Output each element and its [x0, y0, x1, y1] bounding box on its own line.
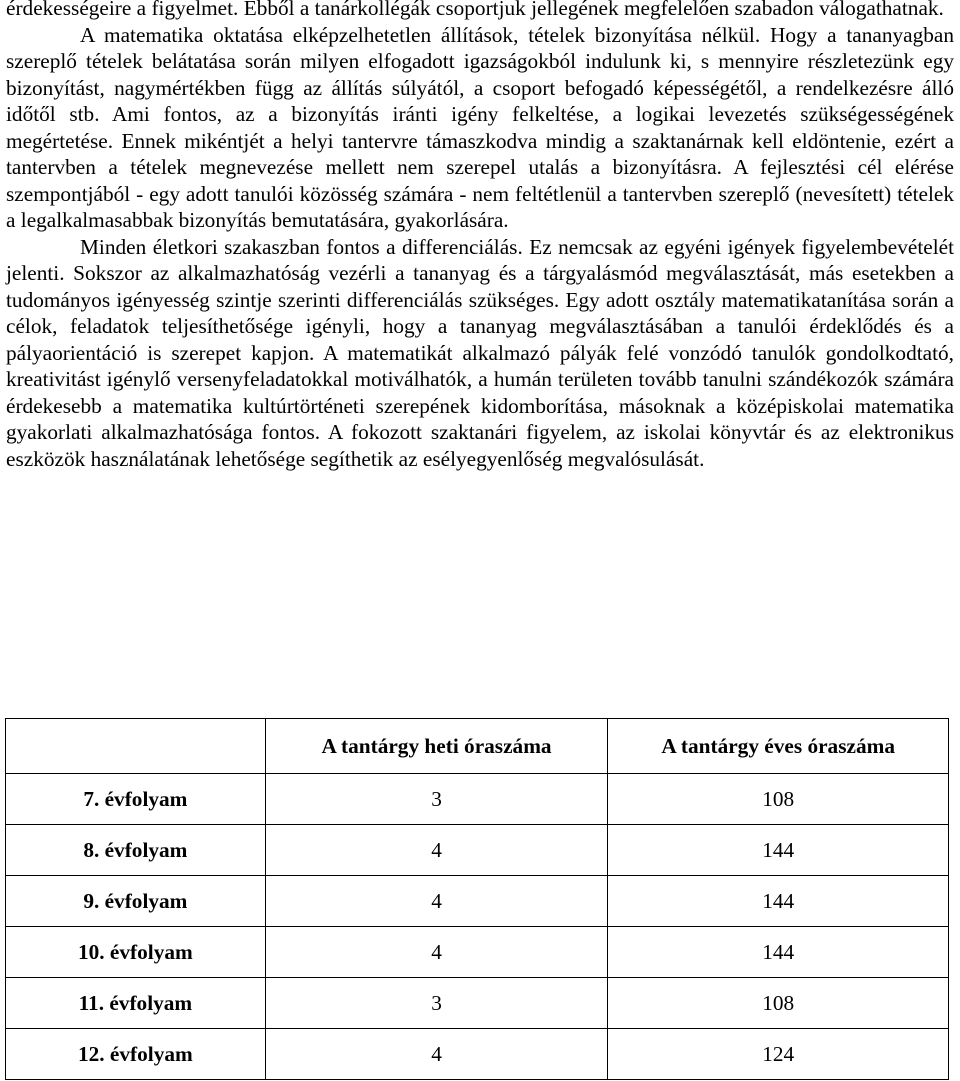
grade-cell: 9. évfolyam	[6, 876, 266, 927]
yearly-hours-cell: 108	[608, 978, 949, 1029]
table-header-cell-empty	[6, 719, 266, 774]
table-row	[6, 978, 949, 1029]
hours-table	[5, 718, 949, 1080]
paragraph: A matematika oktatása elképzelhetetlen állítások, tételek bizonyítása nélkül. Hogy a tananyagban szereplő tételek belátatása során milyen elfogadott igazságokból indulunk ki, s mennyire részletezünk egy bizonyítást, nagymértékben függ az állítás súlyától, a csoport befogadó képességétől, a rendelkezésre álló időtől stb. Ami fontos, az a bizonyítás iránti igény felkeltése, a logikai levezetés szükségességének megértetése. Ennek mikéntjét a helyi tantervre támaszkodva mindig a szaktanárnak kell eldöntenie, ezért a tantervben a tételek megnevezése mellett nem szerepel utalás a bizonyításra. A fejlesztési cél elérése szempontjából - egy adott tanulói közösség számára - nem feltétlenül a tantervben szereplő (nevesített) tételek a legalkalmasabbak bizonyítás bemutatására, gyakorlására.	[6, 22, 954, 232]
yearly-hours-cell: 124	[608, 1029, 949, 1080]
table-row	[6, 876, 949, 927]
paragraph: Minden életkori szakaszban fontos a differenciálás. Ez nemcsak az egyéni igények figyelembevételét jelenti. Sokszor az alkalmazhatóság vezérli a tananyag és a tárgyalásmód megválasztását, más esetekben a tudományos igényesség szintje szerinti differenciálás szükséges. Egy adott osztály matematikatanítása során a célok, feladatok teljesíthetősége igényli, hogy a tananyag megválasztásában a tanulói érdeklődés és a pályaorientáció is szerepet kapjon. A matematikát alkalmazó pályák felé vonzódó tanulók gondolkodtató, kreativitást igénylő versenyfeladatokkal motiválhatók, a humán területen tovább tanulni szándékozók számára érdekesebb a matematika kultúrtörténeti szerepének kidomborítása, másoknak a középiskolai matematika gyakorlati alkalmazhatósága fontos. A fokozott szaktanári figyelem, az iskolai könyvtár és az elektronikus eszközök használatának lehetősége segíthetik az esélyegyenlőség megvalósulását.	[6, 234, 954, 471]
document-body	[6, 0, 954, 472]
table-header-weekly: A tantárgy heti óraszáma	[265, 719, 608, 774]
grade-cell: 11. évfolyam	[6, 978, 266, 1029]
table-header-yearly: A tantárgy éves óraszáma	[608, 719, 949, 774]
grade-cell: 12. évfolyam	[6, 1029, 266, 1080]
yearly-hours-cell: 144	[608, 927, 949, 978]
table-row	[6, 927, 949, 978]
table-header-row	[6, 719, 949, 774]
weekly-hours-cell: 3	[265, 774, 608, 825]
weekly-hours-cell: 4	[265, 876, 608, 927]
table-row	[6, 774, 949, 825]
grade-cell: 8. évfolyam	[6, 825, 266, 876]
paragraph: érdekességeire a figyelmet. Ebből a tanárkollégák csoportjuk jellegének megfelelően szabadon válogathatnak.	[6, 0, 944, 20]
yearly-hours-cell: 108	[608, 774, 949, 825]
grade-cell: 7. évfolyam	[6, 774, 266, 825]
table-row	[6, 825, 949, 876]
weekly-hours-cell: 3	[265, 978, 608, 1029]
weekly-hours-cell: 4	[265, 825, 608, 876]
weekly-hours-cell: 4	[265, 927, 608, 978]
weekly-hours-cell: 4	[265, 1029, 608, 1080]
grade-cell: 10. évfolyam	[6, 927, 266, 978]
yearly-hours-cell: 144	[608, 825, 949, 876]
yearly-hours-cell: 144	[608, 876, 949, 927]
table-row	[6, 1029, 949, 1080]
